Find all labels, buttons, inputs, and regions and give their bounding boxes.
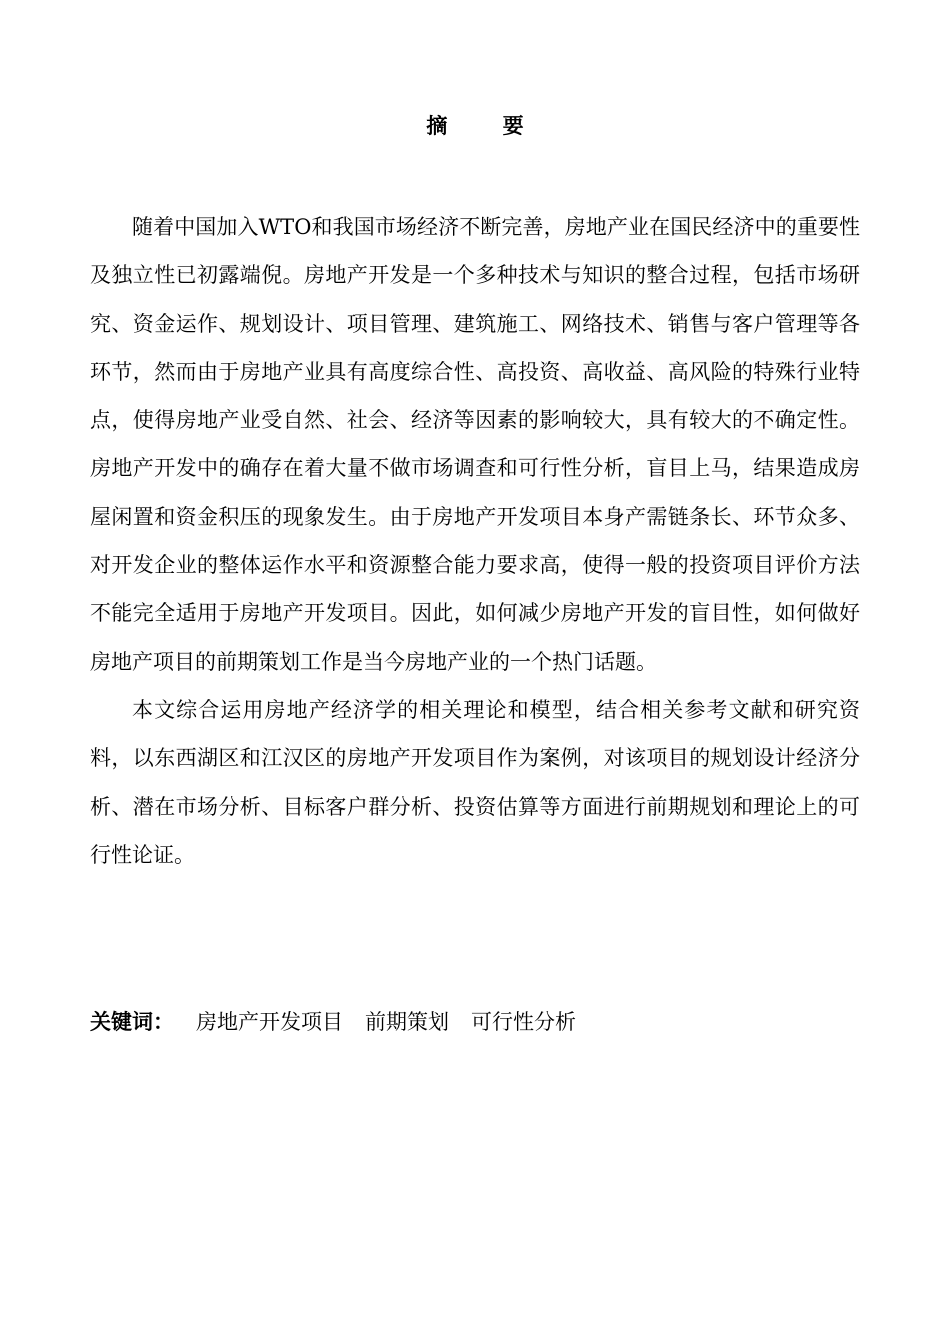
keywords-line — [90, 1005, 860, 1039]
keyword-item: 房地产开发项目 — [196, 1010, 343, 1034]
abstract-body — [90, 203, 860, 879]
abstract-title: 摘 要 — [426, 114, 548, 138]
keywords-label: 关键词： — [90, 1010, 174, 1034]
abstract-paragraph-1: 随着中国加入WTO和我国市场经济不断完善，房地产业在国民经济中的重要性及独立性已初露端倪。房地产开发是一个多种技术与知识的整合过程，包括市场研究、资金运作、规划设计、项目管理、建筑施工、网络技术、销售与客户管理等各环节，然而由于房地产业具有高度综合性、高投资、高收益、高风险的特殊行业特点，使得房地产业受自然、社会、经济等因素的影响较大，具有较大的不确定性。房地产开发中的确存在着大量不做市场调查和可行性分析，盲目上马，结果造成房屋闲置和资金积压的现象发生。由于房地产开发项目本身产需链条长、环节众多、对开发企业的整体运作水平和资源整合能力要求高，使得一般的投资项目评价方法不能完全适用于房地产开发项目。因此，如何减少房地产开发的盲目性，如何做好房地产项目的前期策划工作是当今房地产业的一个热门话题。 — [90, 215, 860, 674]
abstract-paragraph-2: 本文综合运用房地产经济学的相关理论和模型，结合相关参考文献和研究资料，以东西湖区和江汉区的房地产开发项目作为案例，对该项目的规划设计经济分析、潜在市场分析、目标客户群分析、投资估算等方面进行前期规划和理论上的可行性论证。 — [90, 697, 860, 867]
keyword-item: 前期策划 — [365, 1010, 449, 1034]
keyword-item: 可行性分析 — [471, 1010, 576, 1034]
